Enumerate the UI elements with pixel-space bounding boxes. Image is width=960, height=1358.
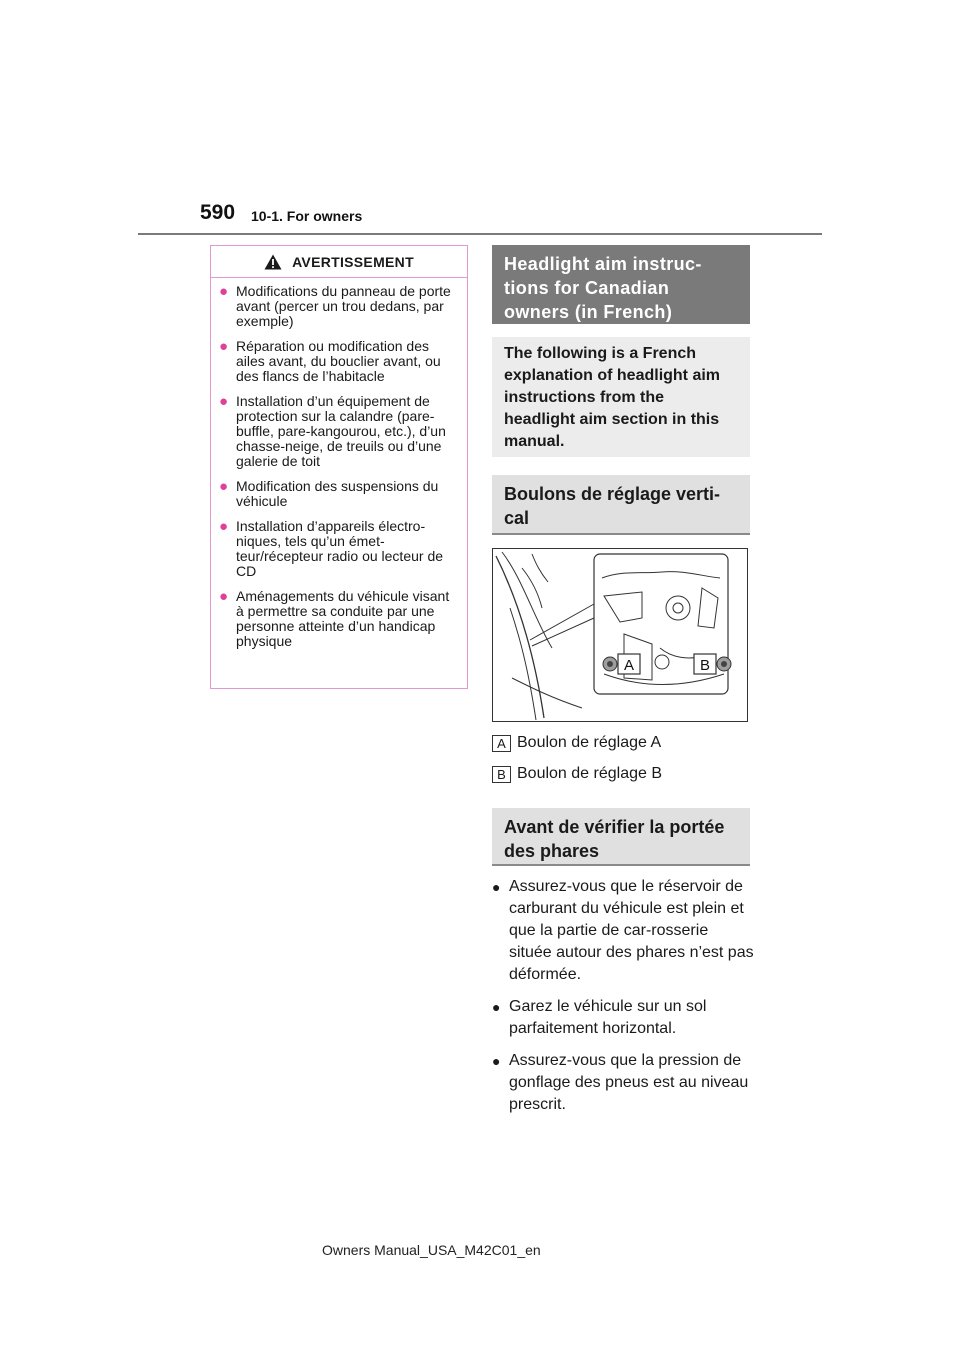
warning-title: AVERTISSEMENT <box>292 253 414 270</box>
warning-item-text: Modification des suspensions du véhicule <box>236 478 439 509</box>
legend-text-a: Boulon de réglage A <box>517 734 662 751</box>
warning-item <box>219 394 459 469</box>
bullet-icon: ● <box>492 1053 501 1069</box>
footer-doc-id: Owners Manual_USA_M42C01_en <box>322 1242 541 1258</box>
warning-item <box>219 284 459 329</box>
warning-item <box>219 519 459 579</box>
check-item-text: Assurez-vous que la pression de gonflage des pneus est au niveau prescrit. <box>509 1052 749 1113</box>
bullet-icon: ● <box>219 393 229 410</box>
headlight-intro: The following is a French explanation of headlight aim instructions from the headlight aim section in this manual. <box>492 337 750 457</box>
legend-item-a <box>492 734 661 752</box>
vertical-bolts-heading: Boulons de réglage verti-cal <box>492 475 750 535</box>
header-rule <box>138 233 822 235</box>
section-title: 10-1. For owners <box>251 208 363 224</box>
warning-triangle-icon <box>264 254 282 270</box>
diagram-label-a: A <box>623 657 635 674</box>
diagram-label-b: B <box>699 657 711 674</box>
bullet-icon: ● <box>219 478 229 495</box>
legend-key-b: B <box>492 766 511 783</box>
warning-item <box>219 589 459 649</box>
bullet-icon: ● <box>492 999 501 1015</box>
page-number: 590 <box>200 201 236 224</box>
warning-item <box>219 339 459 384</box>
warning-item-text: Réparation ou modification des ailes avant, du bouclier avant, ou des flancs de l’habitacle <box>236 338 441 384</box>
headlight-heading: Headlight aim instruc-tions for Canadian owners (in French) <box>492 245 750 324</box>
bullet-icon: ● <box>219 518 229 535</box>
warning-item-text: Installation d’appareils électro-niques, tels qu’un émet-teur/récepteur radio ou lecteur de CD <box>236 518 444 579</box>
warning-header <box>211 246 467 278</box>
legend-item-b <box>492 765 662 783</box>
check-item <box>492 996 754 1040</box>
bullet-icon: ● <box>492 879 501 895</box>
legend-text-b: Boulon de réglage B <box>517 765 662 782</box>
before-check-heading: Avant de vérifier la portée des phares <box>492 808 750 866</box>
check-item <box>492 876 754 986</box>
warning-item-text: Installation d’un équipement de protection sur la calandre (pare-buffle, pare-kangourou, etc.), d’un chasse-neige, de treuils ou d’une galerie de toit <box>236 393 446 469</box>
warning-item <box>219 479 459 509</box>
check-item-text: Garez le véhicule sur un sol parfaitement horizontal. <box>509 998 707 1037</box>
check-item <box>492 1050 754 1116</box>
check-item-text: Assurez-vous que le réservoir de carburant du véhicule est plein et que la partie de car-rosserie située autour des phares n’est pas déformée. <box>509 878 754 983</box>
legend-key-a: A <box>492 735 511 752</box>
before-check-list <box>492 876 754 1126</box>
bullet-icon: ● <box>219 283 229 300</box>
engine-bay-diagram <box>492 548 748 722</box>
warning-box <box>210 245 468 689</box>
warning-item-text: Modifications du panneau de porte avant (percer un trou dedans, par exemple) <box>236 283 451 329</box>
warning-list <box>211 278 467 649</box>
bullet-icon: ● <box>219 338 229 355</box>
bullet-icon: ● <box>219 588 229 605</box>
warning-item-text: Aménagements du véhicule visant à permettre sa conduite par une personne atteinte d’un handicap physique <box>236 588 450 649</box>
